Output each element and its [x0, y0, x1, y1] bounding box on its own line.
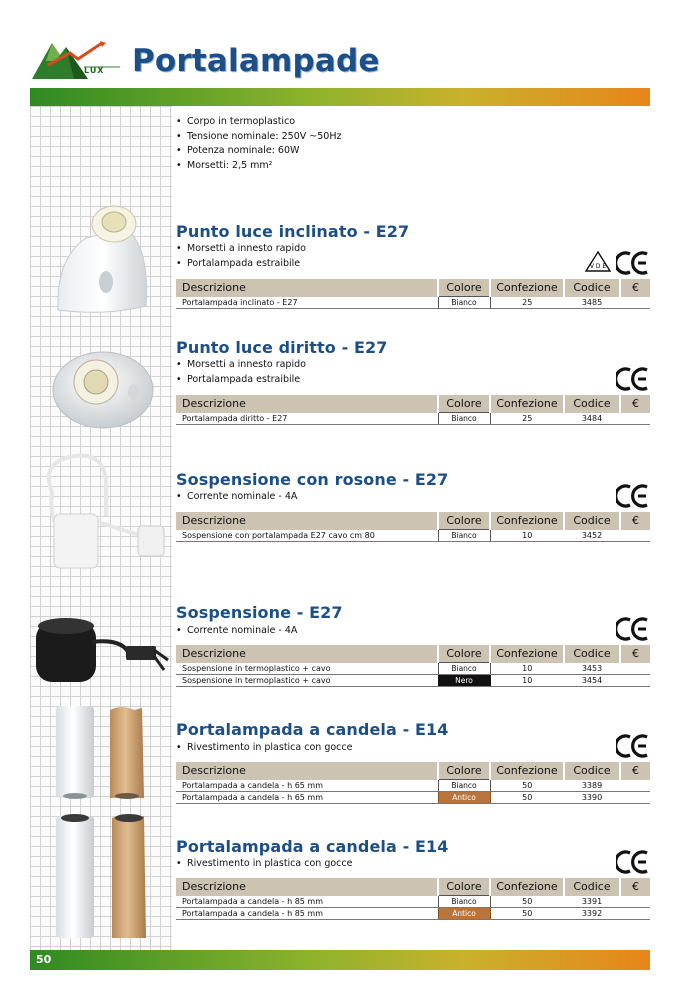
- table-row: [176, 780, 650, 792]
- table-row: [176, 663, 650, 675]
- ce-mark-icon: [616, 367, 650, 391]
- header-colore: Colore: [438, 395, 490, 413]
- header-codice: Codice: [564, 762, 620, 780]
- section-bullet: • Morsetti a innesto rapido: [174, 358, 306, 373]
- product-table: [176, 395, 650, 425]
- intro-bullet: • Morsetti: 2,5 mm²: [174, 159, 341, 174]
- header-codice: Codice: [564, 878, 620, 896]
- cell-prezzo: [620, 297, 650, 309]
- vde-mark-icon: [585, 251, 611, 273]
- cell-confezione: 25: [490, 297, 564, 309]
- cell-descrizione: Sospensione in termoplastico + cavo: [176, 675, 438, 687]
- table-row: [176, 675, 650, 687]
- cell-confezione: 50: [490, 792, 564, 804]
- header-descrizione: Descrizione: [176, 279, 438, 297]
- intro-bullet: • Potenza nominale: 60W: [174, 144, 341, 159]
- logo-text: LUX: [84, 66, 105, 75]
- ak-lux-logo: [30, 35, 122, 83]
- header-descrizione: Descrizione: [176, 512, 438, 530]
- header-confezione: Confezione: [490, 645, 564, 663]
- intro-features: [174, 115, 341, 173]
- header-prezzo: €: [620, 279, 650, 297]
- cell-codice: 3485: [564, 297, 620, 309]
- section-title: Punto luce diritto - E27: [176, 338, 388, 357]
- section-bullet: • Morsetti a innesto rapido: [174, 242, 306, 257]
- intro-bullet: • Tensione nominale: 250V ~50Hz: [174, 130, 341, 145]
- section-features: [174, 857, 352, 872]
- header-prezzo: €: [620, 878, 650, 896]
- table-row: [176, 896, 650, 908]
- cell-prezzo: [620, 530, 650, 542]
- header-colore: Colore: [438, 645, 490, 663]
- ce-mark-icon: [616, 484, 650, 508]
- header-descrizione: Descrizione: [176, 878, 438, 896]
- header-confezione: Confezione: [490, 279, 564, 297]
- cell-codice: 3484: [564, 413, 620, 425]
- section-bullet: • Corrente nominale - 4A: [174, 624, 297, 639]
- header-colore: Colore: [438, 279, 490, 297]
- page-title: Portalampade: [132, 43, 380, 79]
- cell-prezzo: [620, 896, 650, 908]
- cell-confezione: 10: [490, 663, 564, 675]
- section-title: Sospensione con rosone - E27: [176, 470, 449, 489]
- header-codice: Codice: [564, 395, 620, 413]
- intro-bullet: • Corpo in termoplastico: [174, 115, 341, 130]
- header-prezzo: €: [620, 762, 650, 780]
- product-image-candela-65: [52, 702, 162, 802]
- section-title: Portalampada a candela - E14: [176, 720, 449, 739]
- cell-descrizione: Portalampada a candela - h 85 mm: [176, 896, 438, 908]
- cell-codice: 3452: [564, 530, 620, 542]
- product-table: [176, 878, 650, 920]
- cell-prezzo: [620, 792, 650, 804]
- cell-colore: Antico: [438, 792, 490, 804]
- page-number: 50: [36, 953, 52, 966]
- product-image-diritto: [48, 330, 158, 434]
- cell-prezzo: [620, 675, 650, 687]
- header-colore: Colore: [438, 762, 490, 780]
- cell-descrizione: Portalampada diritto - E27: [176, 413, 438, 425]
- cell-codice: 3453: [564, 663, 620, 675]
- section-bullet: • Portalampada estraibile: [174, 373, 306, 388]
- product-table: [176, 645, 650, 687]
- header-descrizione: Descrizione: [176, 762, 438, 780]
- cell-descrizione: Portalampada a candela - h 65 mm: [176, 780, 438, 792]
- section-title: Punto luce inclinato - E27: [176, 222, 410, 241]
- header-colore: Colore: [438, 512, 490, 530]
- cell-descrizione: Portalampada inclinato - E27: [176, 297, 438, 309]
- cell-descrizione: Portalampada a candela - h 85 mm: [176, 908, 438, 920]
- cell-colore: Bianco: [438, 413, 490, 425]
- cell-confezione: 50: [490, 780, 564, 792]
- header-confezione: Confezione: [490, 762, 564, 780]
- cell-codice: 3392: [564, 908, 620, 920]
- product-table: [176, 762, 650, 804]
- cell-prezzo: [620, 663, 650, 675]
- cell-descrizione: Sospensione con portalampada E27 cavo cm 80: [176, 530, 438, 542]
- ce-mark-icon: [616, 734, 650, 758]
- section-bullet: • Portalampada estraibile: [174, 257, 306, 272]
- cell-confezione: 25: [490, 413, 564, 425]
- cell-colore: Bianco: [438, 896, 490, 908]
- header-colore: Colore: [438, 878, 490, 896]
- cell-colore: Nero: [438, 675, 490, 687]
- header-descrizione: Descrizione: [176, 645, 438, 663]
- cell-prezzo: [620, 908, 650, 920]
- header-codice: Codice: [564, 279, 620, 297]
- header-codice: Codice: [564, 645, 620, 663]
- svg-text:V D E: V D E: [589, 263, 607, 270]
- product-table: [176, 512, 650, 542]
- cell-codice: 3389: [564, 780, 620, 792]
- cell-confezione: 50: [490, 908, 564, 920]
- cell-codice: 3391: [564, 896, 620, 908]
- header-prezzo: €: [620, 395, 650, 413]
- cell-prezzo: [620, 780, 650, 792]
- cell-codice: 3454: [564, 675, 620, 687]
- section-bullet: • Corrente nominale - 4A: [174, 490, 297, 505]
- cell-descrizione: Sospensione in termoplastico + cavo: [176, 663, 438, 675]
- cell-descrizione: Portalampada a candela - h 65 mm: [176, 792, 438, 804]
- product-image-sospensione-rosone: [34, 452, 172, 580]
- section-features: [174, 242, 306, 271]
- header-descrizione: Descrizione: [176, 395, 438, 413]
- cell-prezzo: [620, 413, 650, 425]
- table-row: [176, 413, 650, 425]
- header-confezione: Confezione: [490, 512, 564, 530]
- section-features: [174, 741, 352, 756]
- section-bullet: • Rivestimento in plastica con gocce: [174, 857, 352, 872]
- section-features: [174, 624, 297, 639]
- table-row: [176, 792, 650, 804]
- cell-colore: Bianco: [438, 297, 490, 309]
- cell-codice: 3390: [564, 792, 620, 804]
- header-prezzo: €: [620, 645, 650, 663]
- table-row: [176, 297, 650, 309]
- product-image-inclinato: [46, 198, 158, 318]
- cell-colore: Bianco: [438, 530, 490, 542]
- ce-mark-icon: [616, 617, 650, 641]
- cell-confezione: 10: [490, 530, 564, 542]
- product-image-candela-85: [52, 812, 162, 942]
- table-row: [176, 530, 650, 542]
- product-image-sospensione: [34, 612, 172, 688]
- header-color-band: [30, 88, 650, 106]
- footer-color-band: [30, 950, 650, 970]
- section-features: [174, 358, 306, 387]
- header-confezione: Confezione: [490, 395, 564, 413]
- section-bullet: • Rivestimento in plastica con gocce: [174, 741, 352, 756]
- cell-colore: Bianco: [438, 780, 490, 792]
- cell-confezione: 10: [490, 675, 564, 687]
- ce-mark-icon: [616, 850, 650, 874]
- cell-colore: Antico: [438, 908, 490, 920]
- cell-colore: Bianco: [438, 663, 490, 675]
- table-row: [176, 908, 650, 920]
- section-features: [174, 490, 297, 505]
- product-table: [176, 279, 650, 309]
- header-confezione: Confezione: [490, 878, 564, 896]
- ce-mark-icon: [616, 251, 650, 275]
- header-codice: Codice: [564, 512, 620, 530]
- header-prezzo: €: [620, 512, 650, 530]
- section-title: Portalampada a candela - E14: [176, 837, 449, 856]
- section-title: Sospensione - E27: [176, 603, 343, 622]
- cell-confezione: 50: [490, 896, 564, 908]
